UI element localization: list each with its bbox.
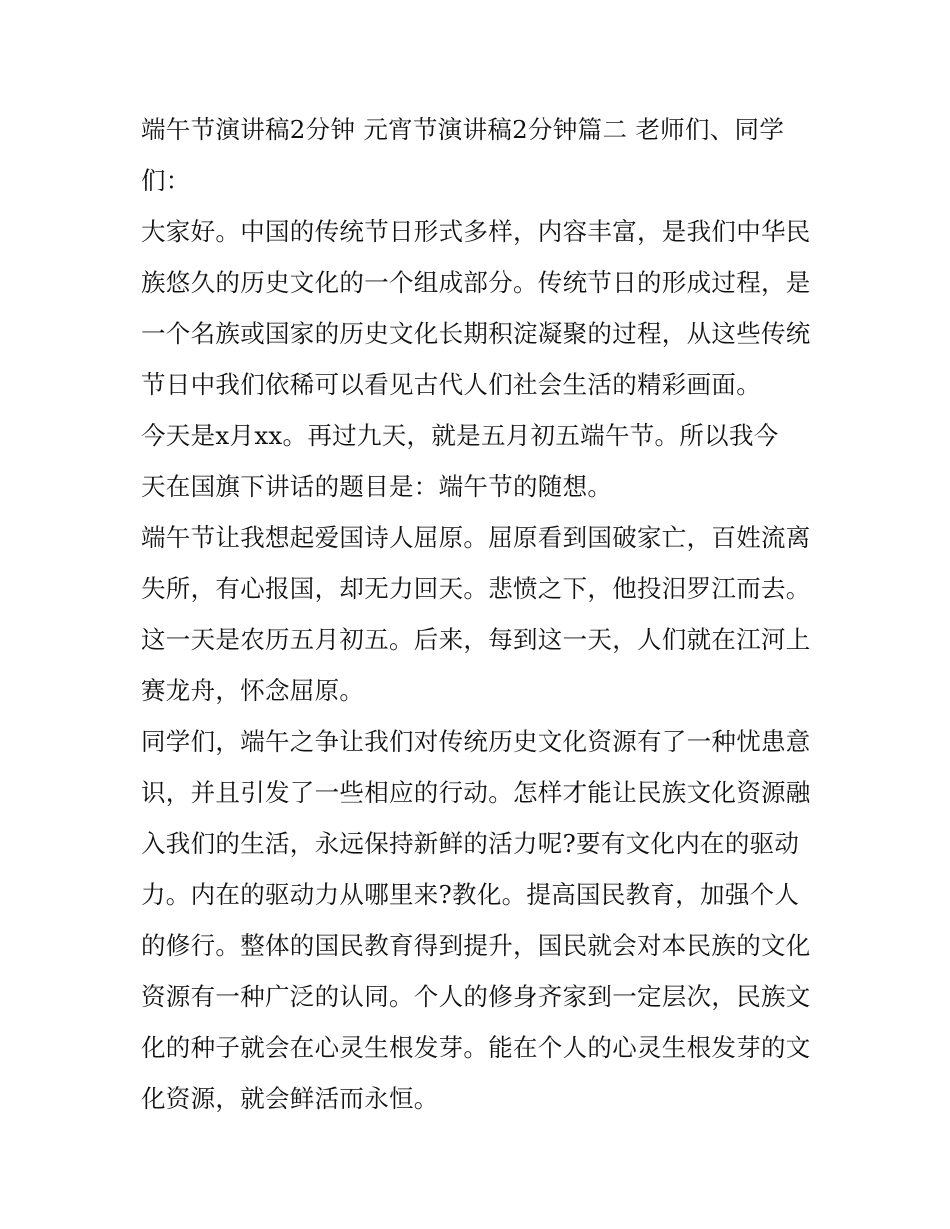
text-line: 赛龙舟，怀念屈原。 (141, 676, 365, 705)
text-line: 入我们的生活，永远保持新鲜的活力呢?要有文化内在的驱动 (141, 829, 800, 858)
text-line: 化的种子就会在心灵生根发芽。能在个人的心灵生根发芽的文 (141, 1033, 811, 1062)
text-line: 这一天是农历五月初五。后来，每到这一天，人们就在江河上 (141, 625, 811, 654)
text-line: 今天是x月xx。再过九天，就是五月初五端午节。所以我今 (141, 421, 779, 450)
text-line: 大家好。中国的传统节日形式多样，内容丰富，是我们中华民 (141, 217, 811, 246)
text-line: 端午节让我想起爱国诗人屈原。屈原看到国破家亡，百姓流离 (141, 523, 811, 552)
text-line: 端午节演讲稿2分钟 元宵节演讲稿2分钟篇二 老师们、同学 (141, 115, 785, 144)
text-line: 们： (141, 166, 191, 195)
text-line: 一个名族或国家的历史文化长期积淀凝聚的过程，从这些传统 (141, 319, 811, 348)
text-line: 化资源，就会鲜活而永恒。 (141, 1084, 439, 1113)
text-line: 识，并且引发了一些相应的行动。怎样才能让民族文化资源融 (141, 778, 811, 807)
text-line: 同学们，端午之争让我们对传统历史文化资源有了一种忧患意 (141, 727, 811, 756)
text-line: 族悠久的历史文化的一个组成部分。传统节日的形成过程，是 (141, 268, 811, 297)
text-line: 天在国旗下讲话的题目是：端午节的随想。 (141, 472, 613, 501)
text-line: 资源有一种广泛的认同。个人的修身齐家到一定层次，民族文 (141, 982, 811, 1011)
text-line: 失所，有心报国，却无力回天。悲愤之下，他投汨罗江而去。 (141, 574, 811, 603)
text-line: 力。内在的驱动力从哪里来?教化。提高国民教育，加强个人 (141, 880, 800, 909)
document-body (141, 104, 813, 1124)
text-line: 的修行。整体的国民教育得到提升，国民就会对本民族的文化 (141, 931, 811, 960)
text-line: 节日中我们依稀可以看见古代人们社会生活的精彩画面。 (141, 370, 761, 399)
